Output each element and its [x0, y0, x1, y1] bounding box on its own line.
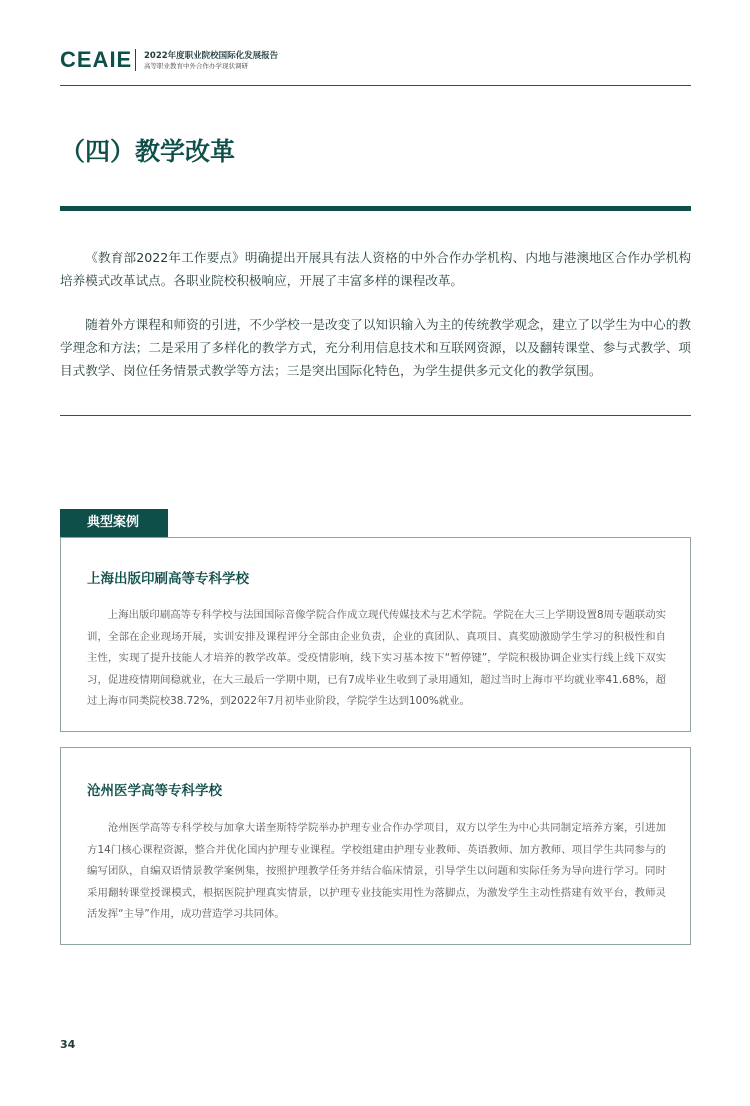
logo: CEAIE: [60, 47, 133, 72]
case-study-box: [60, 537, 691, 732]
case-studies-tag: 典型案例: [60, 509, 168, 537]
body-paragraph: 《教育部2022年工作要点》明确提出开展具有法人资格的中外合作办学机构、内地与港澳地区合作办学机构培养模式改革试点。各职业院校积极响应，开展了丰富多样的课程改革。: [60, 250, 691, 288]
case-study-body: 沧州医学高等专科学校与加拿大诺奎斯特学院举办护理专业合作办学项目，双方以学生为中心共同制定培养方案，引进加方14门核心课程资源，整合并优化国内护理专业课程。学校组建由护理专业教师、英语教师、加方教师、项目学生共同参与的编写团队，自编双语情景教学案例集，按照护理教学任务并结合临床情景，引导学生以问题和实际任务为导向进行学习。同时采用翻转课堂授课模式，根据医院护理真实情景，以护理专业技能实用性为落脚点，为激发学生主动性搭建有效平台，教师灵活发挥“主导”作用，成功营造学习共同体。: [87, 822, 666, 920]
title-underline-bar: [60, 206, 691, 211]
logo-divider: [135, 49, 136, 71]
case-study-title: 沧州医学高等专科学校: [87, 783, 222, 799]
case-study-body: 上海出版印刷高等专科学校与法国国际音像学院合作成立现代传媒技术与艺术学院。学院在大三上学期设置8周专题联动实训，全部在企业现场开展，实训安排及课程评分全部由企业负责，企业的真团队、真项目、真奖励激励学生学习的积极性和自主性，实现了提升技能人才培养的教学改革。受疫情影响，线下实习基本按下“暂停键”，学院积极协调企业实行线上线下双实习，促进疫情期间稳就业，在大三最后一学期中期，已有7成毕业生收到了录用通知，超过当时上海市平均就业率41.68%，超过上海市同类院校38.72%，到2022年7月初毕业阶段，学院学生达到100%就业。: [87, 609, 666, 707]
section-divider: [60, 415, 691, 416]
case-study-box: [60, 747, 691, 945]
header-divider: [60, 85, 691, 86]
report-subtitle: 高等职业教育中外合作办学现状调研: [144, 62, 248, 70]
report-title: 2022年度职业院校国际化发展报告: [144, 51, 279, 61]
page-number: 34: [60, 1038, 76, 1051]
section-title: （四）教学改革: [60, 137, 236, 166]
case-study-title: 上海出版印刷高等专科学校: [87, 571, 249, 587]
body-paragraph: 随着外方课程和师资的引进，不少学校一是改变了以知识输入为主的传统教学观念，建立了以学生为中心的教学理念和方法；二是采用了多样化的教学方式，充分利用信息技术和互联网资源，以及翻转课堂、参与式教学、项目式教学、岗位任务情景式教学等方法；三是突出国际化特色，为学生提供多元文化的教学氛围。: [60, 317, 691, 378]
